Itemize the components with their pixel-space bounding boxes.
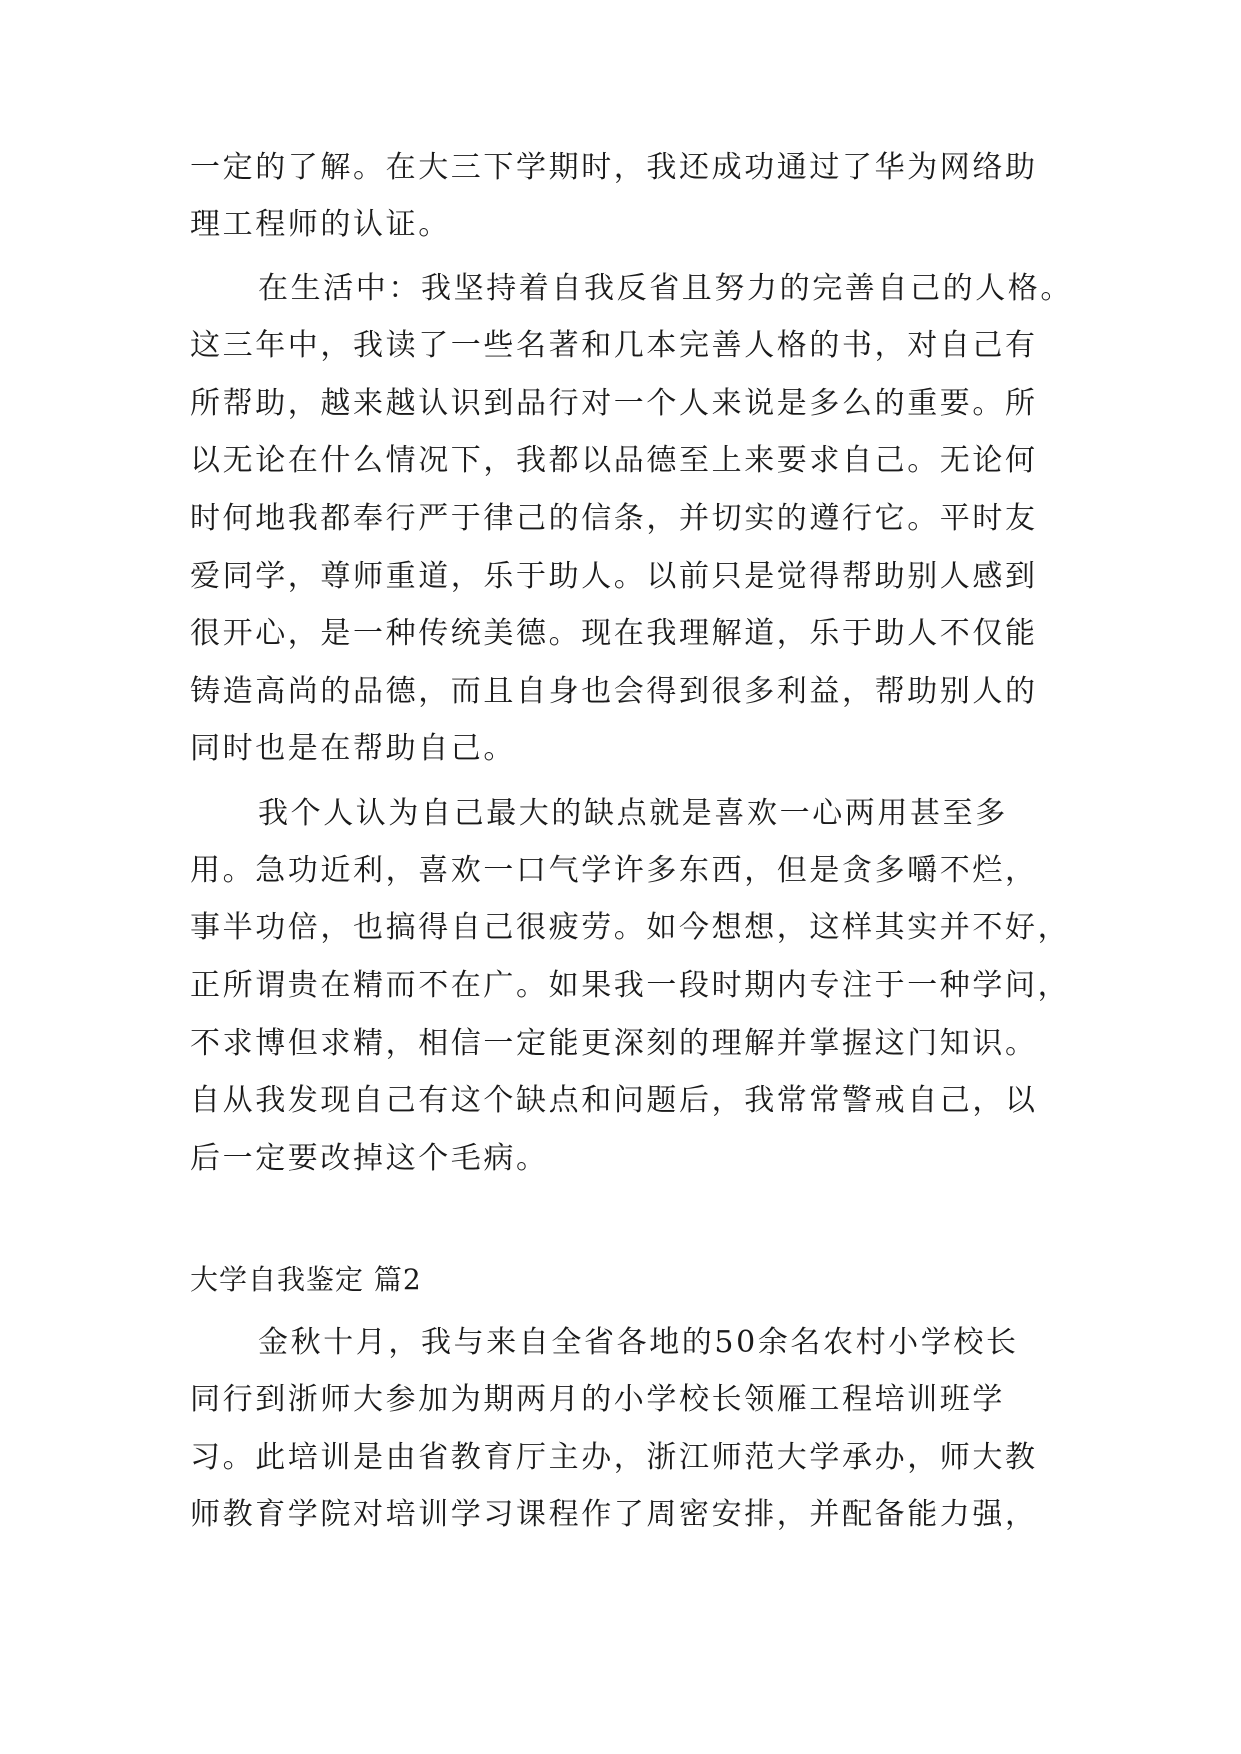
paragraph-line: 这三年中，我读了一些名著和几本完善人格的书，对自己有 bbox=[190, 328, 1038, 363]
paragraph-line: 在生活中：我坚持着自我反省且努力的完善自己的人格。 bbox=[258, 271, 1073, 306]
paragraph-line: 后一定要改掉这个毛病。 bbox=[190, 1141, 549, 1176]
paragraph-line: 理工程师的认证。 bbox=[190, 207, 451, 242]
paragraph-line: 以无论在什么情况下，我都以品德至上来要求自己。无论何 bbox=[190, 443, 1038, 478]
paragraph-line: 铸造高尚的品德，而且自身也会得到很多利益，帮助别人的 bbox=[190, 674, 1038, 709]
paragraph-line: 同时也是在帮助自己。 bbox=[190, 731, 516, 766]
paragraph-line: 师教育学院对培训学习课程作了周密安排，并配备能力强， bbox=[190, 1497, 1038, 1532]
paragraph-line: 很开心，是一种传统美德。现在我理解道，乐于助人不仅能 bbox=[190, 616, 1038, 651]
paragraph-line: 用。急功近利，喜欢一口气学许多东西，但是贪多嚼不烂， bbox=[190, 853, 1038, 888]
paragraph-line: 同行到浙师大参加为期两月的小学校长领雁工程培训班学 bbox=[190, 1382, 1005, 1417]
paragraph-line: 爱同学，尊师重道，乐于助人。以前只是觉得帮助别人感到 bbox=[190, 559, 1038, 594]
paragraph-line: 所帮助，越来越认识到品行对一个人来说是多么的重要。所 bbox=[190, 386, 1038, 421]
paragraph-line: 事半功倍，也搞得自己很疲劳。如今想想，这样其实并不好， bbox=[190, 910, 1071, 945]
paragraph-line: 我个人认为自己最大的缺点就是喜欢一心两用甚至多 bbox=[258, 796, 1008, 831]
paragraph-line: 正所谓贵在精而不在广。如果我一段时期内专注于一种学问， bbox=[190, 968, 1071, 1003]
paragraph-line: 时何地我都奉行严于律己的信条，并切实的遵行它。平时友 bbox=[190, 501, 1038, 536]
section-heading: 大学自我鉴定 篇2 bbox=[190, 1263, 422, 1296]
paragraph-line: 习。此培训是由省教育厅主办，浙江师范大学承办，师大教 bbox=[190, 1440, 1038, 1475]
paragraph-line: 一定的了解。在大三下学期时，我还成功通过了华为网络助 bbox=[190, 150, 1038, 185]
paragraph-line: 不求博但求精，相信一定能更深刻的理解并掌握这门知识。 bbox=[190, 1026, 1038, 1061]
paragraph-line: 金秋十月，我与来自全省各地的50余名农村小学校长 bbox=[258, 1325, 1019, 1360]
paragraph-line: 自从我发现自己有这个缺点和问题后，我常常警戒自己，以 bbox=[190, 1083, 1038, 1118]
